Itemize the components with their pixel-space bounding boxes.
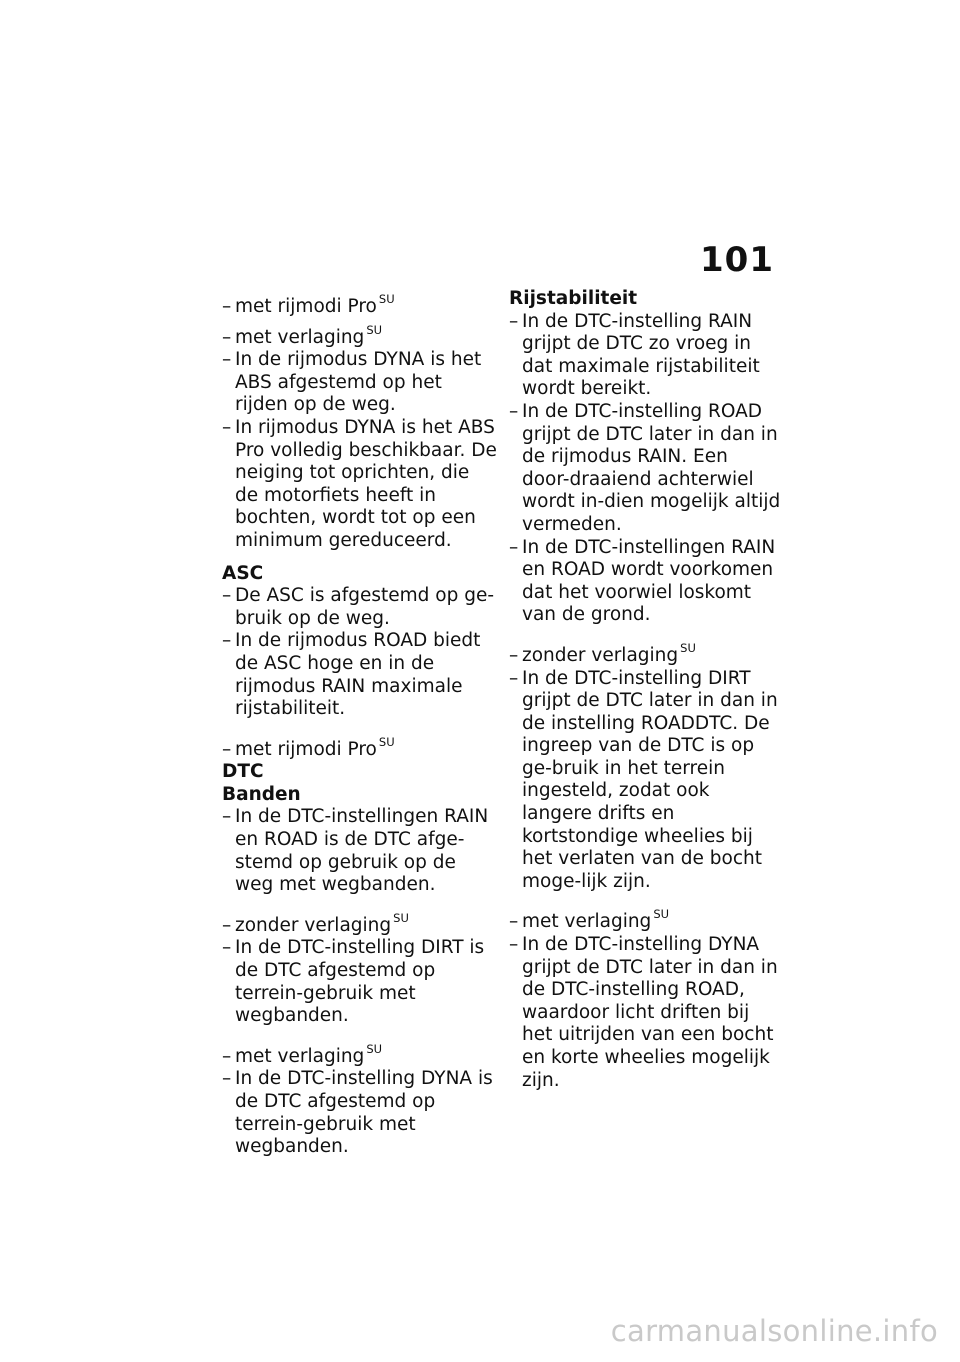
section-heading-banden: Banden (222, 783, 301, 805)
condition-note: – met verlaging $^{SU}$ (222, 1041, 383, 1067)
list-item: – In rijmodus DYNA is het ABS Pro volledig beschikbaar. De neiging tot oprichten, die de motorfiets heeft in bochten, wordt tot op een minimum gereduceerd. (222, 416, 497, 551)
list-item: – In de DTC-instellingen RAIN en ROAD is de DTC afge-stemd op gebruik op de weg met wegbanden. (222, 806, 489, 896)
condition-note: – zonder verlaging $^{SU}$ (509, 640, 696, 666)
su-marker: SU (378, 292, 395, 306)
section-heading-rijstabiliteit: Rijstabiliteit (509, 288, 638, 309)
right-column (509, 288, 781, 1092)
list-item: – In de DTC-instellingen RAIN en ROAD wordt voorkomen dat het voorwiel loskomt van de grond. (509, 536, 776, 626)
list-item: – In de DTC-instelling DIRT grijpt de DTC later in dan in de instelling ROADDTC. De ingreep van de DTC is op ge-bruik in het terrein ingesteld, zodat ook langere drifts en kortstondige wheelies bij het verlaten van de bocht moge-lijk zijn. (509, 667, 778, 892)
list-item: – In de DTC-instelling DYNA grijpt de DTC later in dan in de DTC-instelling ROAD, waardoor licht driften bij het uitrijden van een bocht en korte wheelies mogelijk zijn. (509, 934, 778, 1091)
section-heading-asc: ASC (222, 562, 264, 584)
su-marker: SU (366, 1041, 383, 1056)
list-item: – In de DTC-instelling DIRT is de DTC afgestemd op terrein-gebruik met wegbanden. (222, 937, 485, 1027)
watermark: carmanualsonline.info (610, 1314, 938, 1348)
condition-note: – met verlaging $^{SU}$ (509, 907, 670, 933)
page-number: 101 (700, 240, 774, 280)
list-item: – In de DTC-instelling ROAD grijpt de DTC later in dan in de rijmodus RAIN. Een door-draaiend achterwiel wordt in-dien mogelijk altijd vermeden. (509, 400, 781, 535)
su-marker: SU (378, 734, 395, 749)
section-heading-dtc: DTC (222, 761, 264, 783)
list-item: – De ASC is afgestemd op ge-bruik op de weg. (222, 585, 494, 629)
list-item: – In de rijmodus ROAD biedt de ASC hoge en in de rijmodus RAIN maximale rijstabiliteit. (222, 630, 481, 720)
su-marker: SU (393, 910, 409, 925)
condition-note: – zonder verlaging $^{SU}$ (222, 910, 409, 936)
list-item: – In de DTC-instelling RAIN grijpt de DTC zo vroeg in dat maximale rijstabiliteit wordt bereikt. (509, 310, 760, 400)
condition-note: – met verlaging $^{SU}$ (222, 322, 383, 348)
su-marker: SU (680, 640, 696, 655)
list-item: – In de rijmodus DYNA is het ABS afgestemd op het rijden op de weg. (222, 349, 482, 416)
condition-note: – met rijmodi Pro $^{SU}$ (222, 292, 395, 317)
su-marker: SU (366, 322, 383, 337)
condition-note: – met rijmodi Pro $^{SU}$ (222, 734, 395, 760)
left-column (222, 288, 497, 1159)
list-item: – In de DTC-instelling DYNA is de DTC afgestemd op terrein-gebruik met wegbanden. (222, 1068, 493, 1158)
su-marker: SU (653, 907, 670, 922)
